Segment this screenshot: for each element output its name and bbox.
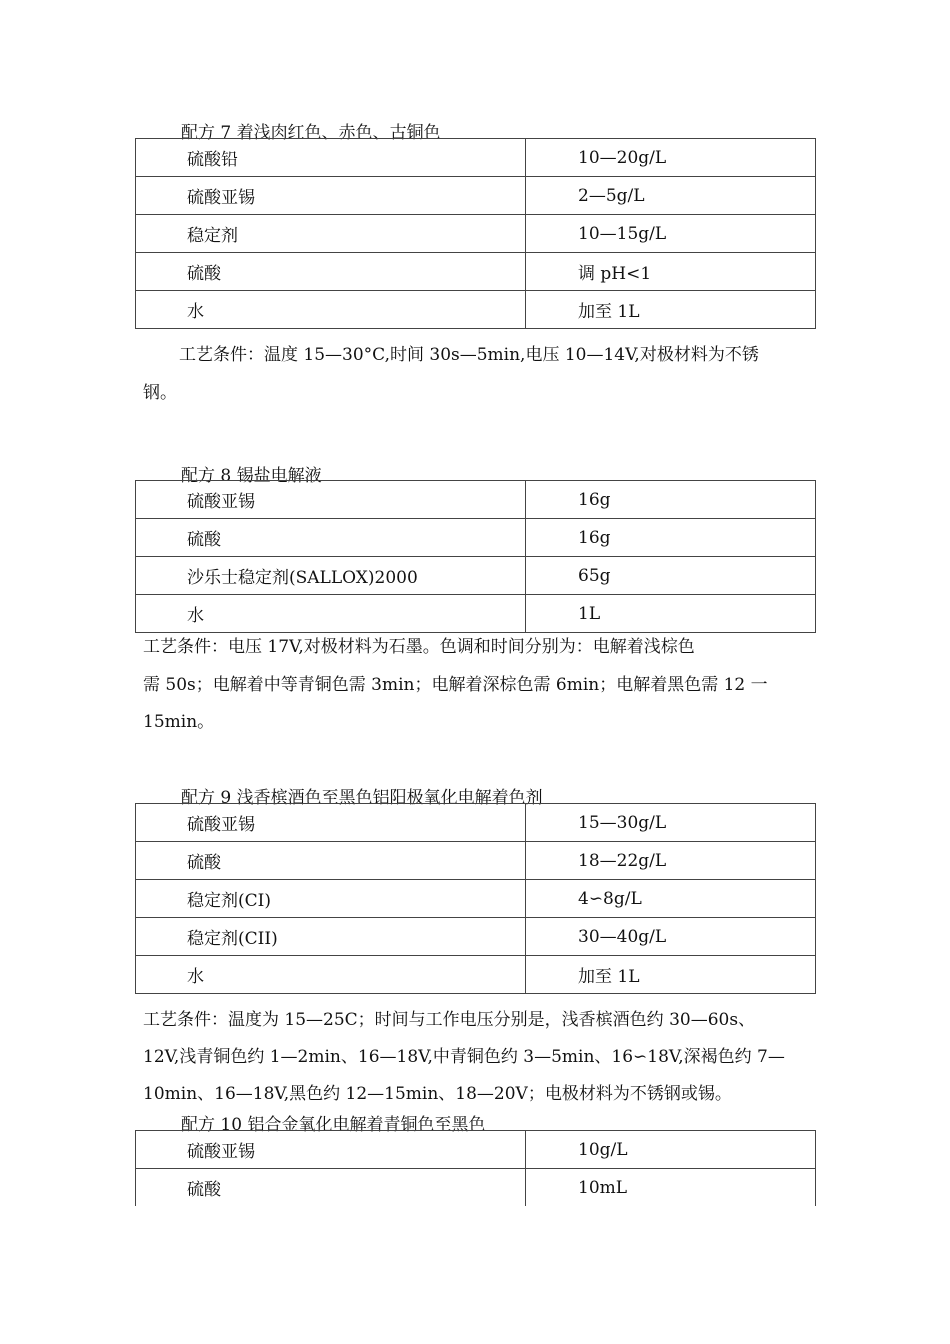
table-row [136, 1131, 816, 1169]
ingredient-name: 稳定剂 [136, 215, 526, 253]
table-row [136, 956, 816, 994]
recipe8-caption: 配方 8 锡盐电解液 [181, 466, 322, 486]
ingredient-name: 硫酸亚锡 [136, 804, 526, 842]
ingredient-amount: 10g/L [526, 1131, 816, 1169]
ingredient-amount: 30—40g/L [526, 918, 816, 956]
table-row [136, 804, 816, 842]
ingredient-amount: 65g [526, 557, 816, 595]
recipe8-table [135, 480, 816, 633]
ingredient-amount: 18—22g/L [526, 842, 816, 880]
recipe9-conditions-line1: 工艺条件：温度为 15—25C；时间与工作电压分别是，浅香槟酒色约 30—60s、 [143, 1010, 756, 1030]
recipe8-conditions-line2: 需 50s；电解着中等青铜色需 3min；电解着深棕色需 6min；电解着黑色需 12 一 [143, 675, 768, 695]
ingredient-name: 稳定剂(CII) [136, 918, 526, 956]
table-row [136, 880, 816, 918]
table-row [136, 1169, 816, 1207]
table-row [136, 215, 816, 253]
table-row [136, 918, 816, 956]
recipe9-conditions-line2: 12V,浅青铜色约 1—2min、16—18V,中青铜色约 3—5min、16∽18V,深褐色约 7— [143, 1047, 785, 1067]
recipe10-table [135, 1130, 816, 1206]
ingredient-amount: 10—15g/L [526, 215, 816, 253]
ingredient-name: 硫酸 [136, 519, 526, 557]
ingredient-amount: 10—20g/L [526, 139, 816, 177]
ingredient-name: 硫酸 [136, 253, 526, 291]
recipe7-conditions-line1: 工艺条件：温度 15—30°C,时间 30s—5min,电压 10—14V,对极材料为不锈 [179, 345, 759, 365]
recipe9-caption: 配方 9 浅香槟酒色至黑色铝阳极氧化电解着色剂 [181, 788, 543, 808]
table-row [136, 842, 816, 880]
ingredient-name: 稳定剂(CI) [136, 880, 526, 918]
ingredient-name: 硫酸亚锡 [136, 1131, 526, 1169]
ingredient-name: 硫酸亚锡 [136, 177, 526, 215]
table-row [136, 253, 816, 291]
ingredient-amount: 16g [526, 481, 816, 519]
recipe9-table [135, 803, 816, 994]
recipe7-caption: 配方 7 着浅肉红色、赤色、古铜色 [181, 123, 441, 143]
ingredient-name: 硫酸 [136, 1169, 526, 1207]
ingredient-name: 硫酸 [136, 842, 526, 880]
table-row [136, 139, 816, 177]
ingredient-name: 水 [136, 956, 526, 994]
table-row [136, 595, 816, 633]
recipe7-conditions-line2: 钢。 [143, 383, 177, 403]
table-row [136, 177, 816, 215]
table-row [136, 481, 816, 519]
recipe7-table [135, 138, 816, 329]
recipe8-conditions-line1: 工艺条件：电压 17V,对极材料为石墨。色调和时间分别为：电解着浅棕色 [143, 637, 695, 657]
ingredient-name: 硫酸亚锡 [136, 481, 526, 519]
table-row [136, 291, 816, 329]
ingredient-name: 水 [136, 595, 526, 633]
ingredient-amount: 1L [526, 595, 816, 633]
ingredient-amount: 2—5g/L [526, 177, 816, 215]
ingredient-amount: 4∽8g/L [526, 880, 816, 918]
table-row [136, 519, 816, 557]
ingredient-name: 硫酸铅 [136, 139, 526, 177]
table-row [136, 557, 816, 595]
ingredient-name: 沙乐士稳定剂(SALLOX)2000 [136, 557, 526, 595]
recipe8-conditions-line3: 15min。 [143, 712, 215, 732]
ingredient-amount: 加至 1L [526, 956, 816, 994]
ingredient-amount: 调 pH<1 [526, 253, 816, 291]
recipe9-conditions-line3: 10min、16—18V,黑色约 12—15min、18—20V；电极材料为不锈钢或锡。 [143, 1084, 732, 1104]
ingredient-amount: 10mL [526, 1169, 816, 1207]
ingredient-amount: 15—30g/L [526, 804, 816, 842]
ingredient-amount: 加至 1L [526, 291, 816, 329]
ingredient-amount: 16g [526, 519, 816, 557]
ingredient-name: 水 [136, 291, 526, 329]
recipe10-caption: 配方 10 铝合金氧化电解着青铜色至黑色 [181, 1115, 486, 1135]
